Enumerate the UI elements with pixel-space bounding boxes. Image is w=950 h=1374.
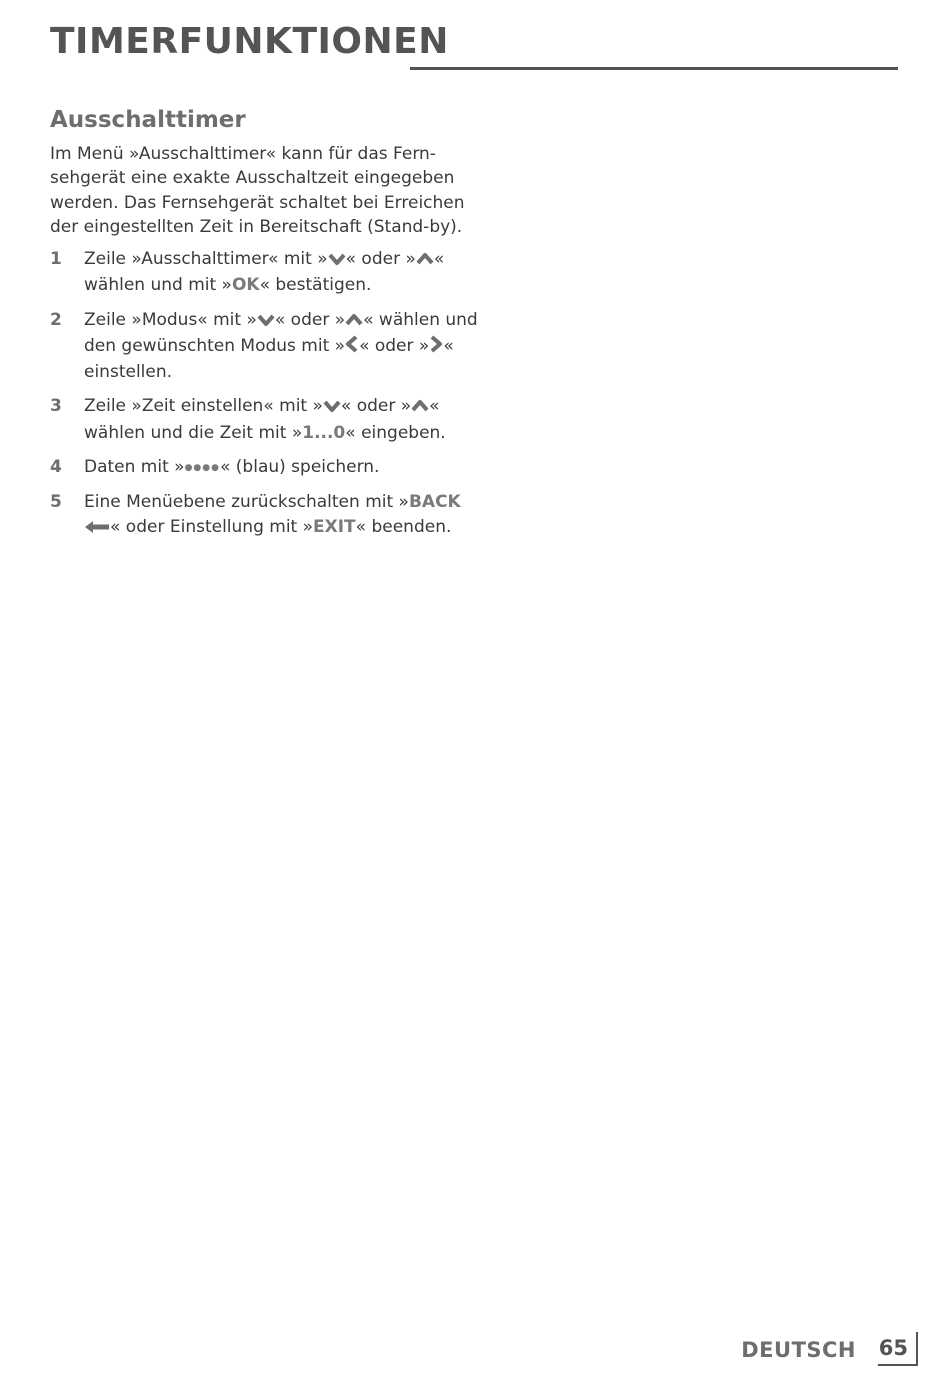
ok-key: OK xyxy=(231,275,260,296)
chevron-up-icon xyxy=(416,249,434,273)
step-text: « oder » xyxy=(345,249,416,269)
step-text: Zeile »Modus« mit » xyxy=(84,309,257,330)
footer-underline xyxy=(878,1364,918,1366)
step-text: « eingeben. xyxy=(345,422,446,443)
back-arrow-icon xyxy=(84,517,110,541)
exit-key: EXIT xyxy=(313,516,356,537)
step-text: « oder » xyxy=(274,309,346,330)
step-text: « oder » xyxy=(359,335,430,356)
color-dots-key: ●●●● xyxy=(184,463,220,474)
chevron-down-icon xyxy=(328,249,346,273)
step-text: « beenden. xyxy=(355,516,452,537)
page-header xyxy=(50,18,898,68)
step-4 xyxy=(50,455,480,480)
step-number: 1 xyxy=(50,249,62,269)
chevron-up-icon xyxy=(411,396,429,420)
step-text: « oder » xyxy=(340,396,412,417)
step-number: 3 xyxy=(50,396,62,417)
step-text: « wählen und die Zeit mit » xyxy=(84,396,440,443)
step-text: Daten mit » xyxy=(84,457,185,478)
footer-language: DEUTSCH xyxy=(741,1338,856,1362)
chevron-down-icon xyxy=(257,310,275,334)
section-title: Ausschalttimer xyxy=(50,107,246,133)
step-number: 5 xyxy=(50,492,62,513)
steps-list xyxy=(50,247,480,551)
step-text: « oder Einstellung mit » xyxy=(110,516,314,537)
chevron-up-icon xyxy=(345,310,363,334)
step-text: Zeile »Zeit einstellen« mit » xyxy=(84,396,323,417)
footer-rule xyxy=(916,1332,918,1364)
title-rule xyxy=(410,67,898,70)
chevron-down-icon xyxy=(323,396,341,420)
step-text: « einstellen. xyxy=(84,335,454,383)
digit-keys: 1...0 xyxy=(302,422,346,443)
step-number: 4 xyxy=(50,457,62,478)
step-text: « wählen und mit » xyxy=(84,249,445,296)
step-text: Eine Menüebene zurückschalten mit » xyxy=(84,492,409,513)
step-text: « bestätigen. xyxy=(259,275,372,296)
step-text: « (blau) speichern. xyxy=(220,457,380,478)
step-number: 2 xyxy=(50,309,62,330)
page-title: TIMERFUNKTIONEN xyxy=(50,21,449,62)
step-1 xyxy=(50,247,480,298)
step-2 xyxy=(50,308,480,385)
chevron-left-icon xyxy=(345,335,359,360)
intro-paragraph: Im Menü »Ausschalttimer« kann für das Fern-sehgerät eine exakte Ausschaltzeit eingegeben werden. Das Fernsehgerät schaltet bei Erreichen der eingestellten Zeit in Bereitschaft (Stand-by). xyxy=(50,144,465,237)
chevron-right-icon xyxy=(429,335,443,360)
back-key: BACK xyxy=(408,492,461,513)
page-number: 65 xyxy=(878,1336,908,1360)
step-text: « wählen und den gewünschten Modus mit » xyxy=(84,309,478,356)
step-text: Zeile »Ausschalttimer« mit » xyxy=(84,249,328,269)
step-3 xyxy=(50,394,480,445)
step-5 xyxy=(50,490,480,541)
